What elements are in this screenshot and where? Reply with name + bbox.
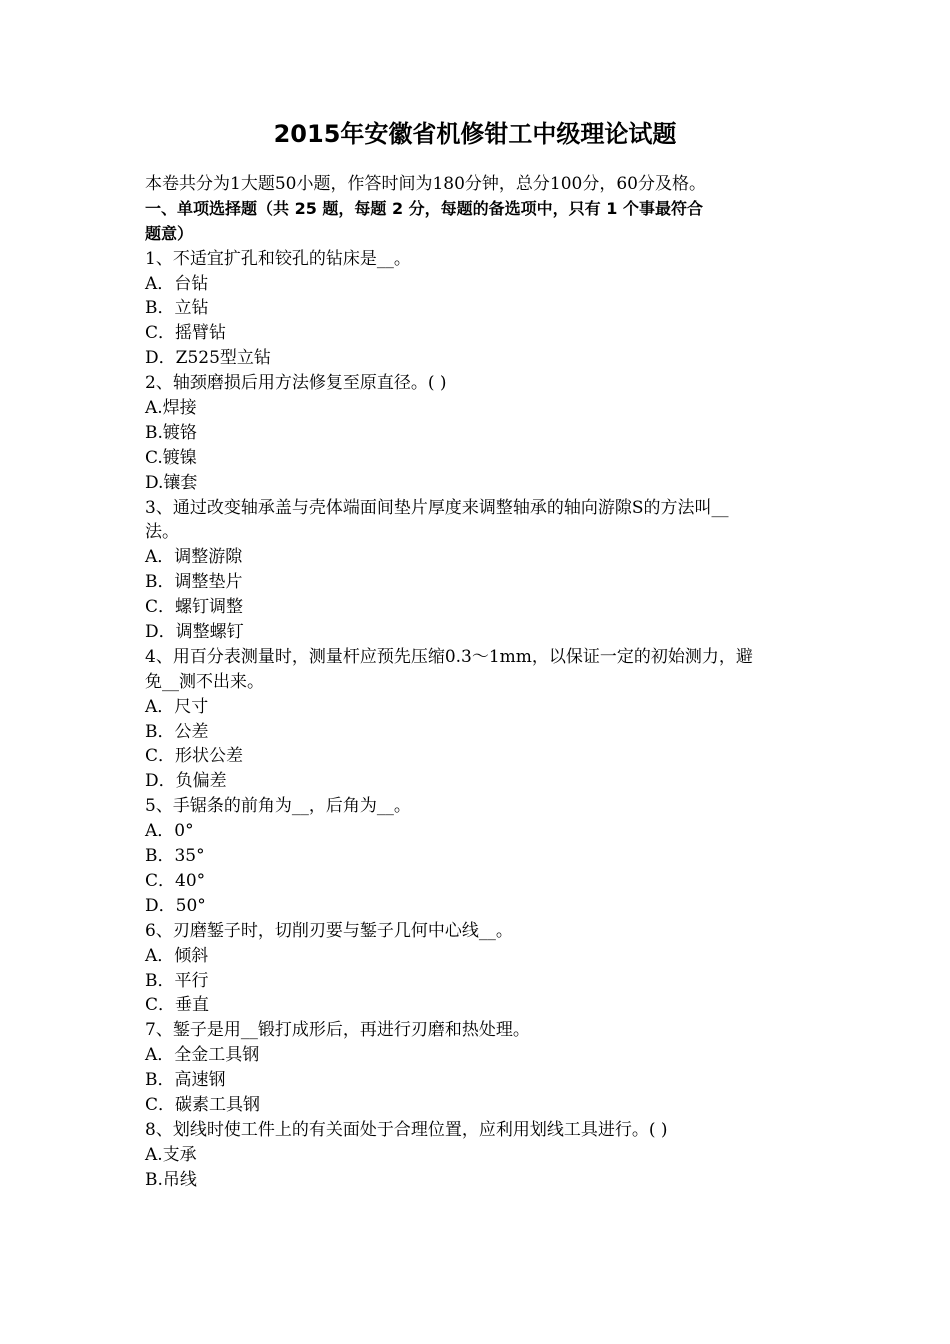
- question-6: [145, 919, 813, 1019]
- answer-option: D．负偏差: [145, 771, 227, 792]
- section-heading-continued: 题意）: [145, 223, 194, 243]
- question-stem-continued: 法。: [145, 522, 179, 543]
- answer-option: C．螺钉调整: [145, 597, 244, 618]
- answer-option: A．0°: [145, 821, 194, 842]
- question-stem: 7、錾子是用__锻打成形后，再进行刃磨和热处理。: [145, 1020, 530, 1041]
- answer-option: B．立钻: [145, 298, 209, 319]
- answer-option: D．Z525型立钻: [145, 348, 271, 369]
- question-stem: 5、手锯条的前角为__，后角为__。: [145, 796, 411, 817]
- answer-option: C．垂直: [145, 995, 210, 1016]
- answer-option: C．碳素工具钢: [145, 1094, 261, 1115]
- answer-option: B．高速钢: [145, 1070, 226, 1091]
- answer-option: D．调整螺钉: [145, 622, 244, 643]
- question-8: [145, 1118, 813, 1193]
- answer-option: A.支承: [145, 1144, 197, 1165]
- answer-option: A.焊接: [145, 398, 197, 419]
- answer-option: D．50°: [145, 895, 206, 916]
- question-stem: 4、用百分表测量时，测量杆应预先压缩0.3～1mm，以保证一定的初始测力，避: [145, 646, 753, 667]
- question-stem: 2、轴颈磨损后用方法修复至原直径。( ): [145, 373, 447, 394]
- question-4: [145, 645, 813, 794]
- answer-option: B.吊线: [145, 1169, 197, 1190]
- answer-option: A．尺寸: [145, 696, 209, 717]
- page-title: 2015年安徽省机修钳工中级理论试题: [273, 120, 677, 148]
- document-body: [145, 172, 813, 1193]
- question-3: [145, 496, 813, 645]
- question-stem: 8、划线时使工件上的有关面处于合理位置，应利用划线工具进行。( ): [145, 1119, 668, 1140]
- answer-option: C.镀镍: [145, 447, 197, 468]
- section-heading: 一、单项选择题（共 25 题，每题 2 分，每题的备选项中，只有 1 个事最符合: [145, 198, 703, 218]
- answer-option: A．全金工具钢: [145, 1045, 260, 1066]
- question-2: [145, 371, 813, 495]
- answer-option: A．台钻: [145, 273, 209, 294]
- question-1: [145, 247, 813, 371]
- answer-option: B．平行: [145, 970, 209, 991]
- answer-option: C．摇臂钻: [145, 323, 227, 344]
- answer-option: C．40°: [145, 870, 206, 891]
- question-5: [145, 794, 813, 918]
- answer-option: B.镀铬: [145, 422, 197, 443]
- answer-option: B．公差: [145, 721, 209, 742]
- answer-option: B．35°: [145, 846, 205, 867]
- question-7: [145, 1018, 813, 1118]
- answer-option: C．形状公差: [145, 746, 244, 767]
- question-stem: 1、不适宜扩孔和铰孔的钻床是__。: [145, 248, 411, 269]
- exam-intro: 本卷共分为1大题50小题，作答时间为180分钟，总分100分，60分及格。: [145, 174, 706, 194]
- answer-option: A．调整游隙: [145, 547, 243, 568]
- answer-option: A．倾斜: [145, 945, 209, 966]
- answer-option: D.镶套: [145, 472, 198, 493]
- question-stem: 3、通过改变轴承盖与壳体端面间垫片厚度来调整轴承的轴向游隙S的方法叫__: [145, 497, 729, 518]
- question-stem: 6、刃磨錾子时，切削刃要与錾子几何中心线__。: [145, 920, 513, 941]
- answer-option: B．调整垫片: [145, 572, 243, 593]
- question-stem-continued: 免__测不出来。: [145, 671, 264, 692]
